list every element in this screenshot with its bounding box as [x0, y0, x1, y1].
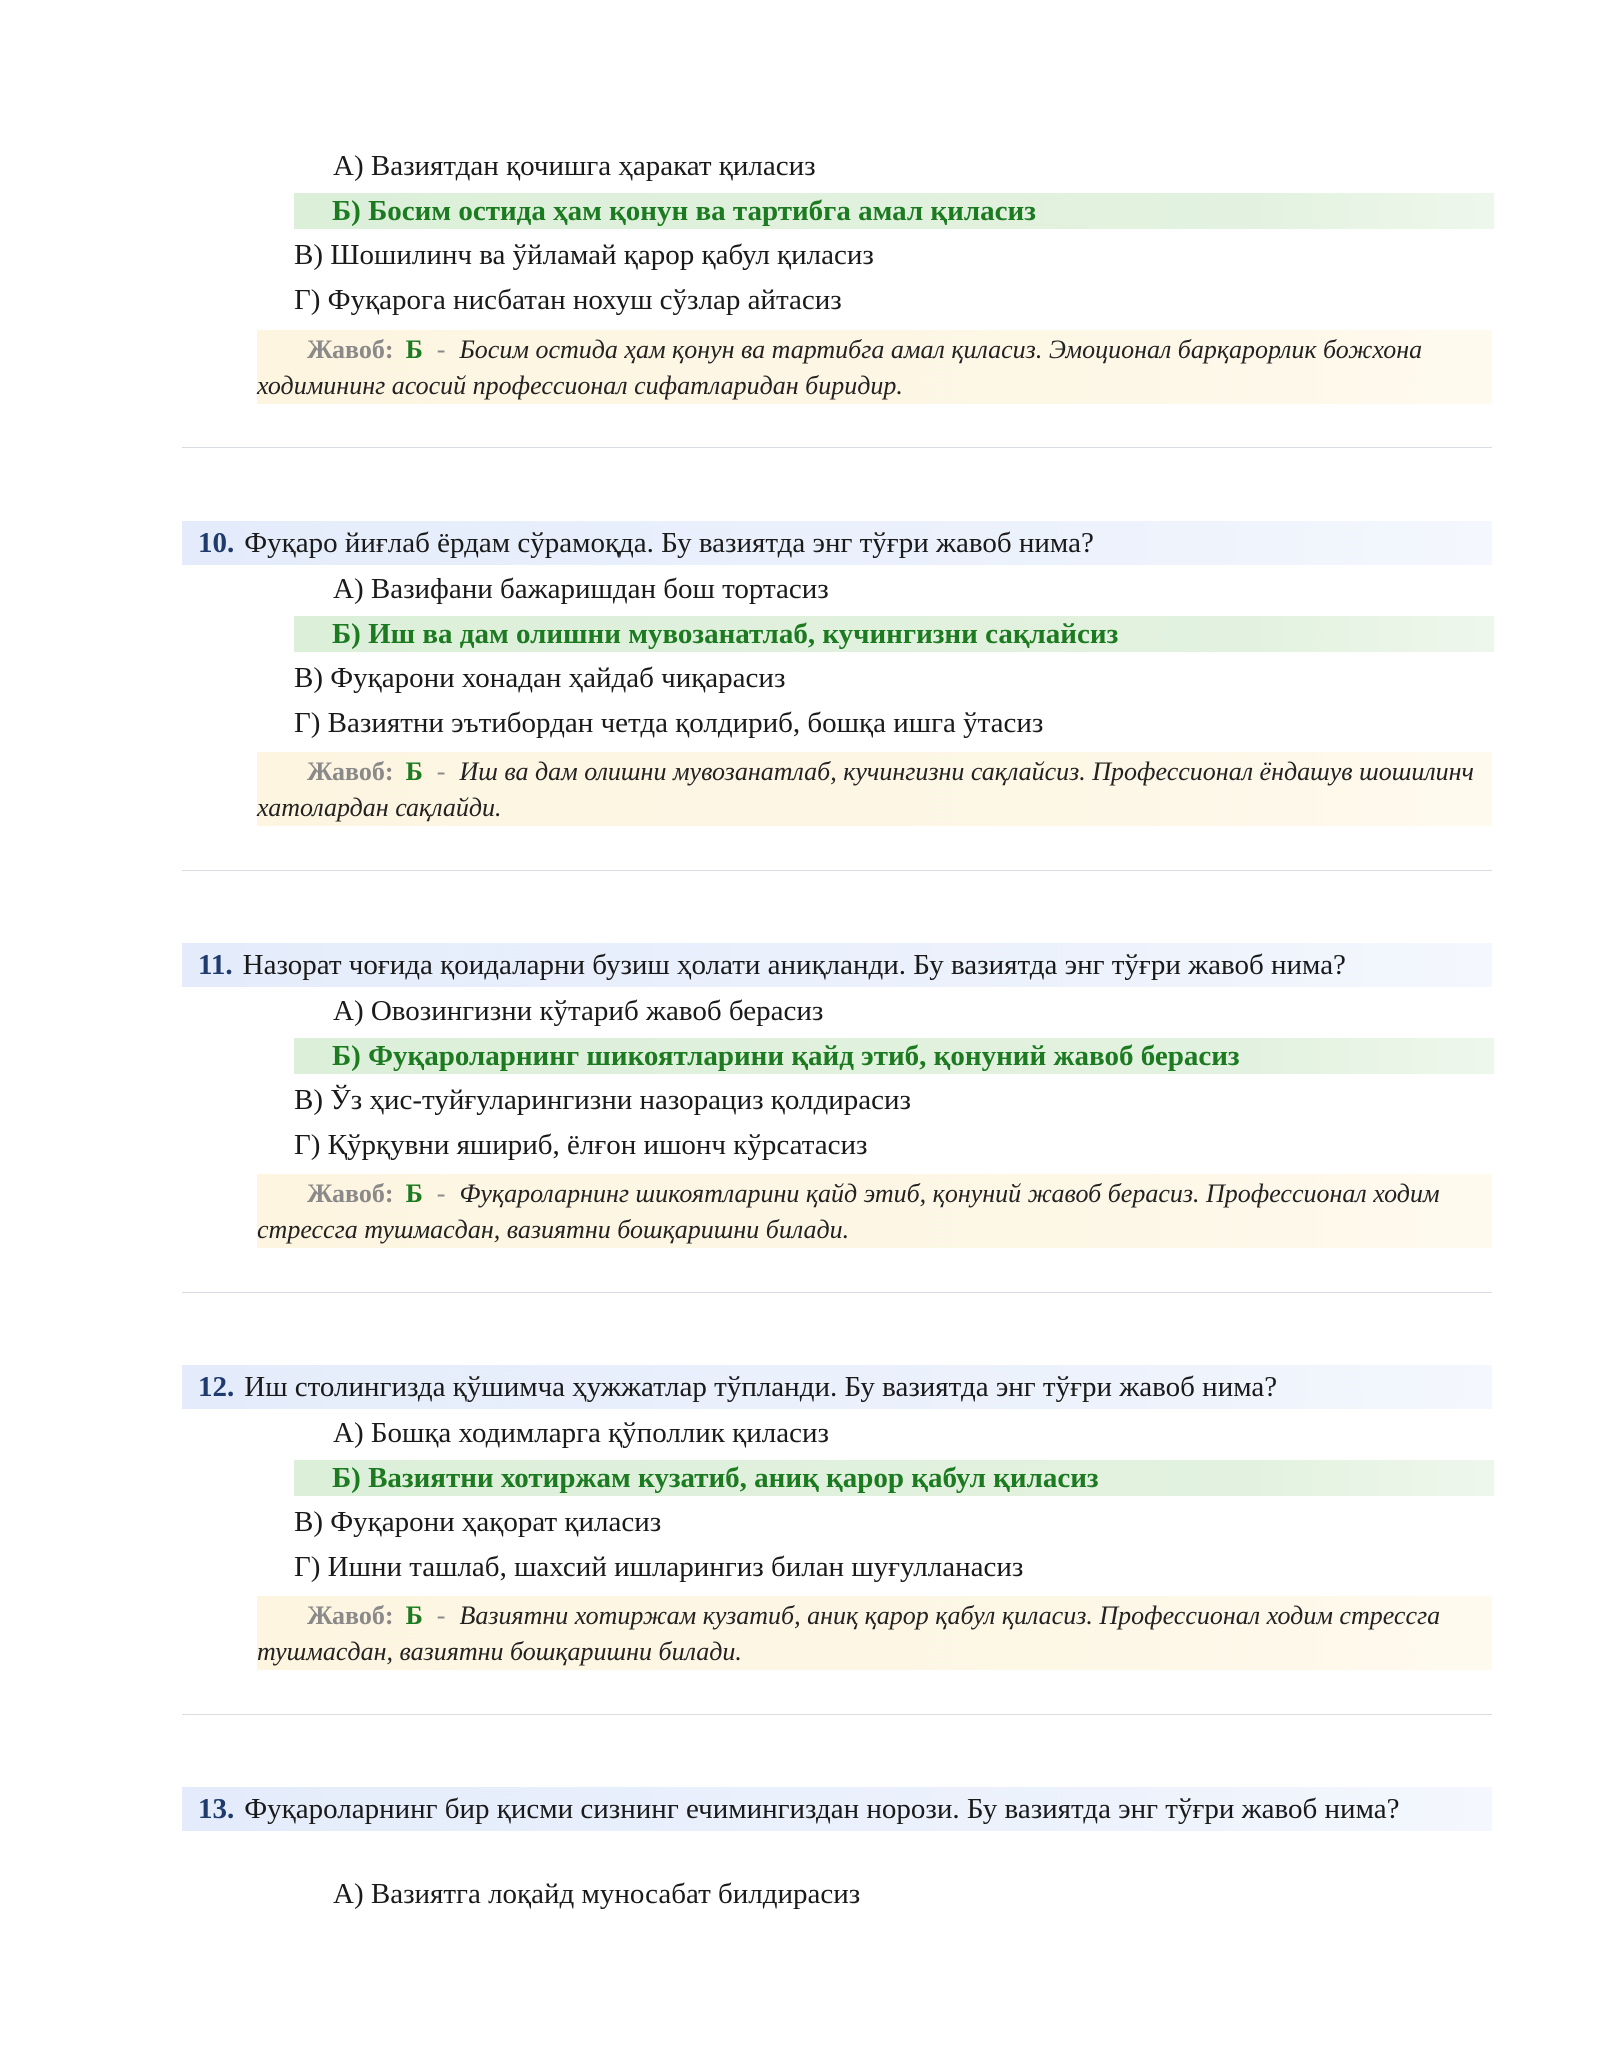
- answer-text: Вазиятни хотиржам кузатиб, аниқ қарор қабул қиласиз. Профессионал ходим стрессга тушмасдан, вазиятни бошқаришни билади.: [257, 1601, 1441, 1666]
- answer-letter: Б: [405, 757, 423, 786]
- answer-box: [257, 330, 1492, 404]
- question-number: 10.: [198, 527, 235, 559]
- option-c: В) Ўз ҳис-туйғуларингизни назорациз қолдирасиз: [294, 1084, 911, 1116]
- question-10: [182, 521, 1492, 565]
- option-a: А) Вазиятдан қочишга ҳаракат қиласиз: [333, 150, 816, 182]
- option-a: А) Овозингизни кўтариб жавоб берасиз: [333, 995, 824, 1027]
- option-c: В) Шошилинч ва ўйламай қарор қабул қиласиз: [294, 239, 874, 271]
- divider: [182, 870, 1492, 871]
- option-c: В) Фуқарони хонадан ҳайдаб чиқарасиз: [294, 662, 786, 694]
- answer-label: Жавоб:: [307, 1179, 394, 1208]
- divider: [182, 447, 1492, 448]
- divider: [182, 1292, 1492, 1293]
- answer-letter: Б: [405, 1179, 423, 1208]
- answer-box: [257, 1596, 1492, 1670]
- option-c: В) Фуқарони ҳақорат қиласиз: [294, 1506, 662, 1538]
- option-d: Г) Ишни ташлаб, шахсий ишларингиз билан шуғулланасиз: [294, 1551, 1024, 1583]
- answer-text: Фуқароларнинг шикоятларини қайд этиб, қонуний жавоб берасиз. Профессионал ходим стрессга тушмасдан, вазиятни бошқаришни билади.: [257, 1179, 1440, 1244]
- question-text: Фуқароларнинг бир қисми сизнинг ечимингиздан норози. Бу вазиятда энг тўғри жавоб нима?: [244, 1793, 1400, 1825]
- option-a: А) Бошқа ходимларга қўполлик қиласиз: [333, 1417, 829, 1449]
- answer-dash: -: [436, 757, 446, 786]
- question-12: [182, 1365, 1492, 1409]
- option-d: Г) Вазиятни эътибордан четда қолдириб, бошқа ишга ўтасиз: [294, 707, 1044, 739]
- question-number: 11.: [198, 949, 233, 981]
- question-11: [182, 943, 1492, 987]
- option-d: Г) Фуқарога нисбатан нохуш сўзлар айтасиз: [294, 284, 842, 316]
- option-b-correct: Б) Босим остида ҳам қонун ва тартибга амал қиласиз: [294, 193, 1494, 229]
- option-d: Г) Қўрқувни яшириб, ёлғон ишонч кўрсатасиз: [294, 1129, 868, 1161]
- answer-label: Жавоб:: [307, 335, 394, 364]
- option-a: А) Вазифани бажаришдан бош тортасиз: [333, 573, 829, 605]
- question-text: Фуқаро йиғлаб ёрдам сўрамоқда. Бу вазиятда энг тўғри жавоб нима?: [244, 527, 1094, 559]
- question-text: Назорат чоғида қоидаларни бузиш ҳолати аниқланди. Бу вазиятда энг тўғри жавоб нима?: [242, 949, 1346, 981]
- answer-box: [257, 752, 1492, 826]
- answer-letter: Б: [405, 1601, 423, 1630]
- answer-dash: -: [436, 1601, 446, 1630]
- option-b-correct: Б) Вазиятни хотиржам кузатиб, аниқ қарор қабул қиласиз: [294, 1460, 1494, 1496]
- answer-text: Иш ва дам олишни мувозанатлаб, кучингизни сақлайсиз. Профессионал ёндашув шошилинч хатолардан сақлайди.: [257, 757, 1474, 822]
- question-number: 12.: [198, 1371, 235, 1403]
- answer-label: Жавоб:: [307, 1601, 394, 1630]
- answer-text: Босим остида ҳам қонун ва тартибга амал қиласиз. Эмоционал барқарорлик божхона ходимининг асосий профессионал сифатларидан биридир.: [257, 335, 1423, 400]
- answer-dash: -: [436, 1179, 446, 1208]
- answer-label: Жавоб:: [307, 757, 394, 786]
- question-number: 13.: [198, 1793, 235, 1825]
- option-b-correct: Б) Фуқароларнинг шикоятларини қайд этиб, қонуний жавоб берасиз: [294, 1038, 1494, 1074]
- option-b-correct: Б) Иш ва дам олишни мувозанатлаб, кучингизни сақлайсиз: [294, 616, 1494, 652]
- answer-box: [257, 1174, 1492, 1248]
- answer-letter: Б: [405, 335, 423, 364]
- option-a: А) Вазиятга лоқайд муносабат билдирасиз: [333, 1878, 861, 1910]
- answer-dash: -: [436, 335, 446, 364]
- question-text: Иш столингизда қўшимча ҳужжатлар тўпланди. Бу вазиятда энг тўғри жавоб нима?: [244, 1371, 1278, 1403]
- divider: [182, 1714, 1492, 1715]
- question-13: [182, 1787, 1492, 1831]
